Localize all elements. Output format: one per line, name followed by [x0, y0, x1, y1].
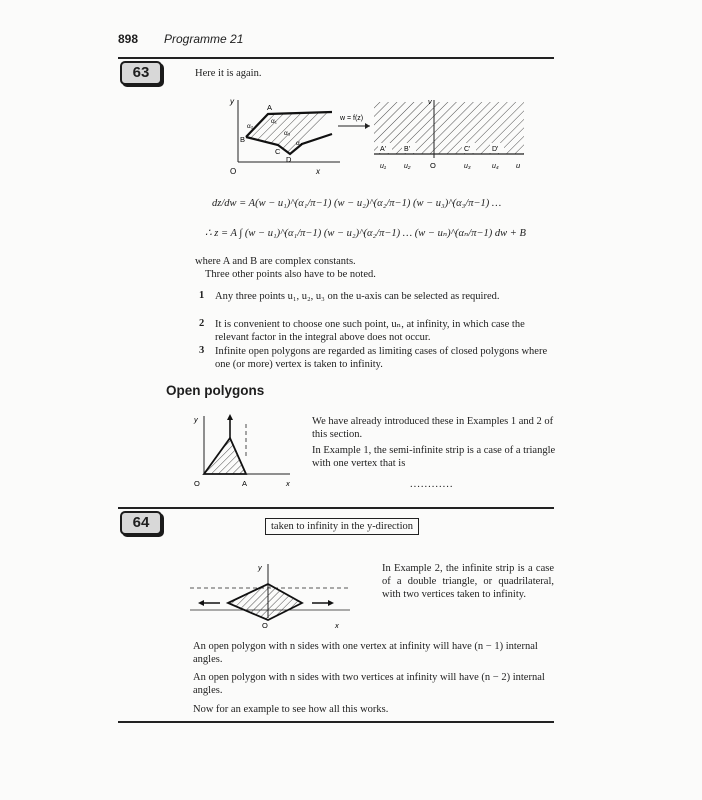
list-item-1: Any three points u₁, u₂, u₃ on the u-axis can be selected as required.	[215, 291, 500, 302]
tri-origin-label: O	[194, 479, 200, 488]
open-triangle-figure	[190, 410, 300, 492]
programme-title: Programme 21	[164, 32, 244, 46]
example-lead-in: Now for an example to see how all this works.	[193, 704, 389, 715]
mapping-label: w = f(z)	[340, 115, 364, 122]
mapping-figure	[220, 92, 530, 178]
w-label-A: A'	[380, 146, 387, 153]
z-alpha2: α₂	[247, 123, 254, 130]
list-item-3: Infinite open polygons are regarded as limiting cases of closed polygons where one (or more) vertex is taken to infinity.	[215, 346, 548, 370]
z-x-label: x	[316, 167, 320, 176]
z-alpha3: α₃	[284, 130, 291, 137]
list-number-1: 1	[199, 290, 205, 301]
w-u-label: u	[516, 161, 521, 170]
open-polygon-rule-2: An open polygon with n sides with two vertices at infinity will have (n − 2) internal angles.	[193, 672, 545, 696]
answer-text: taken to infinity in the y-direction	[271, 521, 414, 532]
list-item-2: It is convenient to choose one such point, uₙ, at infinity, in which case the relevant factor in the integral above does not occur.	[215, 319, 525, 343]
dia-region	[228, 584, 302, 620]
w-u1: u₁	[380, 163, 387, 170]
answer-dots: ............	[410, 479, 454, 490]
equation-z-integral: ∴ z = A ∫ (w − u₁)^(α₁/π−1) (w − u₂)^(α₂/π−1) … (w − uₙ)^(αₙ/π−1) dw + B	[205, 228, 526, 239]
open-polygon-rule-1: An open polygon with n sides with one vertex at infinity will have (n − 1) internal angles.	[193, 641, 538, 665]
page-number: 898	[118, 32, 139, 46]
tri-region	[204, 438, 246, 474]
list-number-3: 3	[199, 345, 205, 356]
z-label-B: B	[240, 135, 246, 144]
w-label-D: D'	[492, 146, 499, 153]
open-polygons-para1: We have already introduced these in Examples 1 and 2 of this section.	[312, 416, 554, 440]
frame63-top-rule	[118, 57, 554, 59]
dia-y-label: y	[258, 563, 262, 572]
z-alpha1: α₁	[271, 118, 277, 125]
frame63-intro: Here it is again.	[195, 68, 262, 79]
three-points-note: Three other points also have to be noted.	[205, 269, 376, 280]
answer-box	[265, 518, 419, 535]
z-label-A: A	[267, 103, 273, 112]
open-polygons-para2: In Example 1, the semi-infinite strip is a case of a triangle with one vertex that is	[312, 445, 556, 469]
dia-origin-label: O	[262, 621, 268, 630]
double-triangle-figure	[190, 560, 350, 632]
tri-x-label: x	[286, 479, 290, 488]
z-label-D: D	[286, 155, 292, 164]
dia-x-label: x	[335, 621, 339, 630]
w-label-B: B'	[404, 146, 411, 153]
frame-badge-64: 64	[120, 511, 162, 535]
w-origin-label: O	[430, 161, 436, 170]
z-y-label: y	[230, 97, 234, 106]
equation-dz-dw: dz/dw = A(w − u₁)^(α₁/π−1) (w − u₂)^(α₂/π−1) (w − u₃)^(α₃/π−1) …	[212, 198, 502, 209]
list-number-2: 2	[199, 318, 205, 329]
tri-y-label: y	[194, 415, 198, 424]
frame64-bottom-rule	[118, 721, 554, 723]
w-u4: u₄	[492, 163, 499, 170]
section-heading-open-polygons: Open polygons	[166, 383, 265, 398]
w-u3: u₃	[464, 163, 471, 170]
frame64-top-rule	[118, 507, 554, 509]
w-label-C: C'	[464, 146, 471, 153]
constants-note: where A and B are complex constants.	[195, 256, 356, 267]
z-alpha4: α₄	[296, 140, 303, 147]
z-label-C: C	[275, 147, 281, 156]
w-v-label: v	[428, 97, 432, 106]
example2-para: In Example 2, the infinite strip is a case of a double triangle, or quadrilateral, with two vertices taken to infinity.	[382, 563, 554, 600]
frame-badge-63: 63	[120, 61, 162, 85]
z-origin-label: O	[230, 167, 237, 176]
tri-A-label: A	[242, 479, 248, 488]
w-u2: u₂	[404, 163, 411, 170]
